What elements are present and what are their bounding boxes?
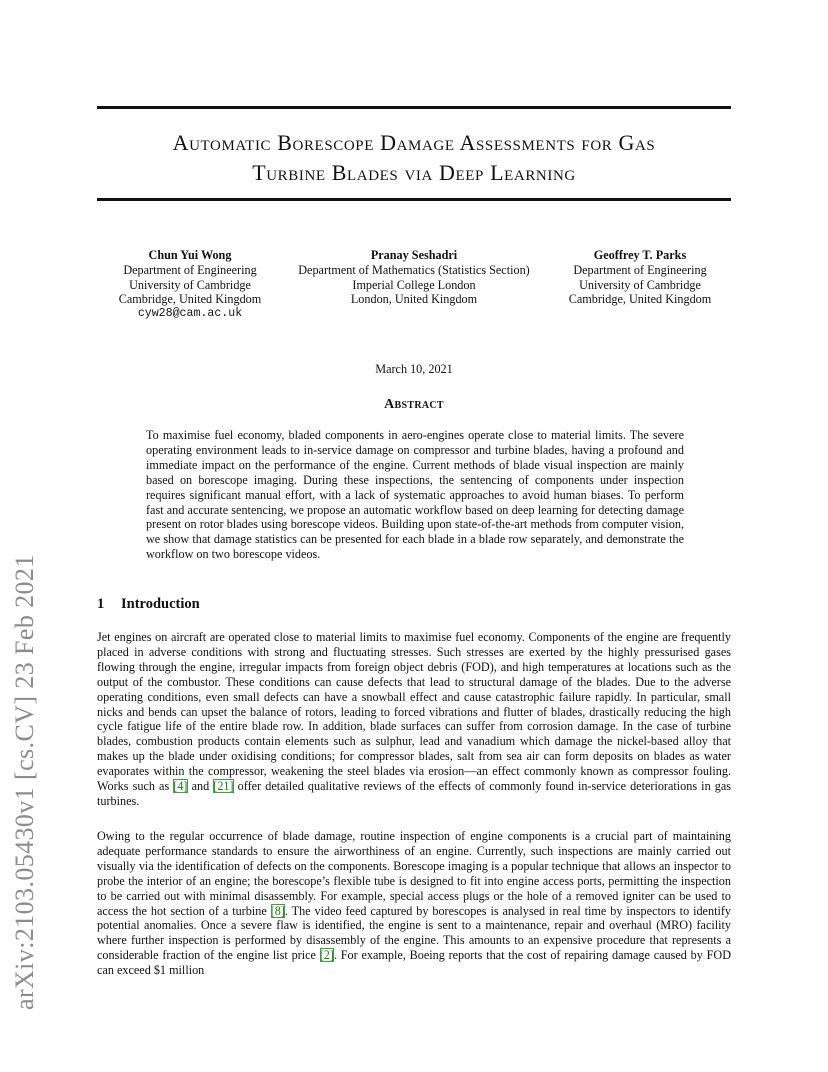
abstract-text: To maximise fuel economy, bladed components in aero-engines operate close to material limits. The severe operating environment leads to in-service damage on compressor and turbine blades, having a profound and immediate impact on the performance of the engine. Current methods of blade visual inspection are mainly based on borescope imaging. During these inspections, the sentencing of components under inspection requires significant manual effort, with a lack of systematic approaches to avoid human biases. To perform fast and accurate sentencing, we propose an automatic workflow based on deep learning for detecting damage present on rotor blades using borescope videos. Building upon state-of-the-art methods from computer vision, we show that damage statistics can be presented for each blade in a blade row separately, and demonstrate the workflow on two borescope videos. [146, 428, 684, 562]
title-top-rule [97, 106, 731, 109]
paragraph-text: Owing to the regular occurrence of blade damage, routine inspection of engine components is a crucial part of maintaining adequate performance standards to ensure the airworthiness of an engine. Currently, such inspections are mainly carried out visually via the identification of defects on the components. Borescope imaging is a popular technique that allows an inspector to probe the interior of an engine; the borescope’s flexible tube is designed to fit into engine access ports, permitting the inspection to be carried out with minimal disassembly. For example, special access plugs or the hole of a removed igniter can be used to access the hot section of a turbine [97, 829, 731, 918]
author-email[interactable]: cyw28@cam.ac.uk [137, 307, 243, 321]
section-number: 1 [97, 596, 105, 612]
citation-link[interactable]: [8] [270, 903, 285, 918]
abstract-heading: Abstract [384, 397, 444, 412]
intro-paragraph-2 [97, 829, 731, 978]
paragraph-text: . For example, Boeing reports that the cost of repairing damage caused by FOD can exceed $1 million [97, 948, 731, 978]
citation-link[interactable]: [2] [319, 948, 334, 963]
author-institution: Imperial College London [352, 277, 476, 292]
author-name: Geoffrey T. Parks [593, 248, 687, 262]
author-department: Department of Engineering [123, 262, 257, 277]
paper-date: March 10, 2021 [375, 362, 453, 376]
paragraph-text: and [187, 779, 214, 794]
author-name: Chun Yui Wong [148, 248, 232, 262]
intro-paragraph-1 [97, 630, 731, 809]
paper-title-line-1: Automatic Borescope Damage Assessments for Gas [172, 130, 656, 155]
paper-title-line-2: Turbine Blades via Deep Learning [252, 160, 576, 185]
section-heading [97, 596, 200, 613]
section-title: Introduction [121, 596, 200, 612]
author-institution: University of Cambridge [129, 277, 251, 292]
title-bottom-rule [97, 198, 731, 201]
author-department: Department of Mathematics (Statistics Section) [298, 262, 530, 277]
citation-link[interactable]: [21] [213, 779, 234, 794]
arxiv-side-stamp: arXiv:2103.05430v1 [cs.CV] 23 Feb 2021 [10, 554, 39, 1010]
paper-title [97, 128, 731, 188]
author-department: Department of Engineering [573, 262, 707, 277]
author-location: Cambridge, United Kingdom [118, 292, 262, 307]
author-block-2 [279, 248, 549, 307]
author-block-3 [545, 248, 735, 307]
author-name: Pranay Seshadri [370, 248, 458, 262]
author-location: London, United Kingdom [350, 292, 478, 307]
paragraph-text: offer detailed qualitative reviews of the effects of commonly found in-service deteriorations in gas turbines. [97, 779, 731, 808]
author-institution: University of Cambridge [579, 277, 701, 292]
citation-link[interactable]: [4] [173, 779, 188, 794]
author-location: Cambridge, United Kingdom [568, 292, 712, 307]
paragraph-text: . The video feed captured by borescopes is analysed in real time by inspectors to identify potential anomalies. Once a severe flaw is identified, the engine is sent to a maintenance, repair and overhaul (MRO) facility where further inspection is performed by disassembly of the engine. This amounts to an expensive procedure that represents a considerable fraction of the engine list price [97, 903, 731, 963]
paragraph-text: Jet engines on aircraft are operated close to material limits to maximise fuel economy. Components of the engine are frequently placed in adverse conditions with strong and fluctuating stresses. Such stresses are exerted by the highly pressurised gases flowing through the engine, irregular impacts from foreign object debris (FOD), and high temperatures at locations such as the output of the combustor. These conditions can cause defects that lead to structural damage of the blades. Due to the adverse operating conditions, even small defects can have a snowball effect and cause catastrophic failure rapidly. In particular, small nicks and bends can upset the balance of rotors, leading to forced vibrations and flutter of blades, drastically reducing the high cycle fatigue life of the entire blade row. In addition, blade surfaces can suffer from corrosion damage. In the case of turbine blades, combustion products contain elements such as sulphur, lead and vanadium which damage the nickel-based alloy that makes up the blade under oxidising conditions; for compressor blades, salt from sea air can form deposits on blades as water evaporates within the compressor, weakening the steel blades via erosion—an effect commonly known as compressor fouling. Works such as [97, 630, 731, 794]
author-block-1 [95, 248, 285, 322]
